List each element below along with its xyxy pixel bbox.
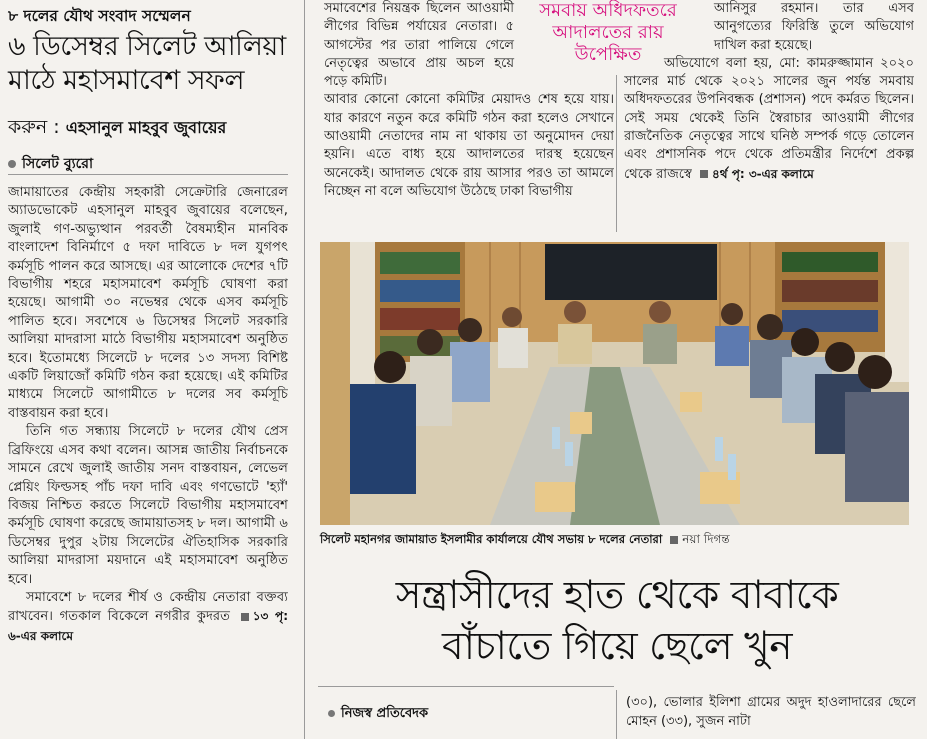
square-icon — [241, 613, 249, 621]
paragraph-text: সমাবেশে ৮ দলের শীর্ষ ও কেন্দ্রীয় নেতারা বক্তব্য রাখবেন। গতকাল বিকেলে নগরীর কুদরত — [8, 589, 288, 625]
story-kicker: ৮ দলের যৌথ সংবাদ সম্মেলন — [8, 7, 191, 25]
square-icon — [700, 170, 708, 178]
headline-tail: করুন : — [8, 116, 60, 138]
column-divider — [304, 0, 305, 739]
bullet-icon — [8, 160, 16, 168]
meeting-photo — [320, 242, 909, 525]
right-article-body — [624, 0, 914, 230]
inset-line: সমবায় অধিদফতরে — [539, 0, 677, 21]
paragraph: আবার কোনো কোনো কমিটির মেয়াদও শেষ হয়ে যায়। যার কারণে নতুন করে কমিটি গঠন করা হলেও সেখানে আওয়ামী নেতাদের নাম না থাকায় তা অনুমোদন দেয়া হয়নি। এতে বাধ্য হয়ে আদালতের দারস্থ হয়েছেন অনেকেই। আদালত থেকে রায় আসার পরও তা আমলে নিচ্ছেন না বলে অভিযোগ উঠেছে ঢাকা বিভাগীয় — [324, 92, 614, 199]
headline-attribution — [8, 114, 288, 141]
paragraph: তিনি গত সন্ধ্যায় সিলেটে ৮ দলের যৌথ প্রেস ব্রিফিংয়ে এসব কথা বলেন। আসন্ন জাতীয় নির্বাচনকে সামনে রেখে জুলাই জাতীয় সনদ বাস্তবায়ন, লেভেল প্লেয়িং ফিল্ডসহ পাঁচ দফা দাবি এবং গণভোটে 'হ্যাঁ' বিজয় নিশ্চিত করতে সিলেটে বিভাগীয় মহাসমাবেশ কর্মসূচি ঘোষণা করেছে জামায়াতসহ ৮ দল। আগামী ৬ ডিসেম্বর দুপুর ২টায় সিলেটের ঐতিহাসিক সরকারি আলিয়া মাদরাসা ময়দানে এই মহাসমাবেশ অনুষ্ঠিত হবে। — [8, 424, 288, 587]
paragraph: (৩০), ভোলার ইলিশা গ্রামের অদুদ হাওলাদারের ছেলে মোহন (৩৩), সুজন নাটা — [626, 695, 916, 729]
paragraph-text: অভিযোগে বলা হয়, মো: কামরুজ্জামান ২০২০ সালের মার্চ থেকে ২০২১ সালের জুন পর্যন্ত সমবায় অধিদফতরের উপনিবন্ধক (প্রশাসন) পদে কর্মরত ছিলেন। সেই সময় থেকেই তিনি স্বৈরাচার আওয়ামী লীগের রাজনৈতিক নেতৃত্বের সাথে ঘনিষ্ঠ সম্পর্ক গড়ে তোলেন এবং প্রশাসনিক পদে থেকে প্রতিমন্ত্রীর নির্দেশে প্রকল্প থেকে রাজস্বে — [624, 55, 914, 182]
photo-caption — [320, 531, 910, 551]
headline-speaker: এহসানুল মাহবুব জুবায়ের — [65, 118, 227, 137]
paragraph: সমাবেশের নিয়ন্ত্রক ছিলেন আওয়ামী লীগের বিভিন্ন পর্যায়ের নেতারা। ৫ আগস্টের পর তারা পালিয়ে গেলে নেতৃত্বের অভাবে প্রায় অচল হয়ে পড়ে কমিটি। — [324, 1, 514, 90]
bullet-icon — [328, 710, 335, 717]
credit-text: নয়া দিগন্ত — [682, 532, 730, 546]
inset-line: উপেক্ষিত — [574, 44, 642, 65]
continuation-text: ১৩ পৃ: ৬-এর কলামে — [8, 609, 288, 643]
continuation-text: ৪র্থ পৃ: ৩-এর কলামে — [711, 166, 814, 181]
continuation-ref — [696, 167, 814, 181]
column-divider — [616, 690, 617, 739]
paragraph: জামায়াতের কেন্দ্রীয় সহকারী সেক্রেটারি জেনারেল অ্যাডভোকেট এহসানুল মাহবুব জুবায়ের বলেছেন, জুলাই গণ-অভ্যুত্থান পরবর্তী বৈষম্যহীন মানবিক বাংলাদেশ বিনির্মাণে ৫ দফা দাবিতে ৮ দল যুগপৎ কর্মসূচি পালন করে আসছে। এর আলোকে দেশের ৭টি বিভাগীয় শহরে মহাসমাবেশ কর্মসূচি ঘোষণা করা হয়েছে। আগামী ৩০ নভেম্বর থেকে এসব কর্মসূচি পালিত হবে। সবশেষে ৬ ডিসেম্বর সিলেট সরকারি আলিয়া মাদরাসা মাঠে বিভাগীয় মহাসমাবেশ অনুষ্ঠিত হবে। ইতোমধ্যে সিলেটে ৮ দলের ১৩ সদস্য বিশিষ্ট একটি লিয়াজোঁ কমিটি গঠন করা হয়েছে। এই কমিটির মাধ্যমে সিলেটে আগামীতে ৮ দলের সব কর্মসূচি বাস্তবায়ন করা হবে। — [8, 185, 288, 421]
story2-byline — [328, 704, 428, 725]
paragraph — [8, 589, 288, 646]
square-icon — [670, 536, 678, 544]
left-article-body — [8, 184, 288, 734]
byline-text: নিজস্ব প্রতিবেদক — [341, 706, 429, 721]
caption-text: সিলেট মহানগর জামায়াত ইসলামীর কার্যালয়ে যৌথ সভায় ৮ দলের নেতারা — [320, 532, 663, 546]
story2-headline: সন্ত্রাসীদের হাত থেকে বাবাকে বাঁচাতে গিয়ে ছেলে খুন — [395, 573, 839, 669]
inset-line: আদালতের রায় — [552, 22, 664, 43]
divider — [318, 686, 614, 687]
paragraph: আনিসুর রহমান। তার এসব আনুগত্যের ফিরিস্তি তুলে অভিযোগ দাখিল করা হয়েছে। — [714, 1, 914, 53]
caption-credit — [666, 532, 729, 546]
byline — [8, 152, 93, 176]
story-headline: ৬ ডিসেম্বর সিলেট আলিয়া মাঠে মহাসমাবেশ সফল — [8, 31, 286, 96]
photo-illustration — [320, 242, 909, 525]
paragraph — [624, 55, 914, 184]
byline-text: সিলেট ব্যুরো — [22, 156, 94, 172]
divider — [8, 174, 288, 175]
story2-body — [626, 694, 916, 739]
